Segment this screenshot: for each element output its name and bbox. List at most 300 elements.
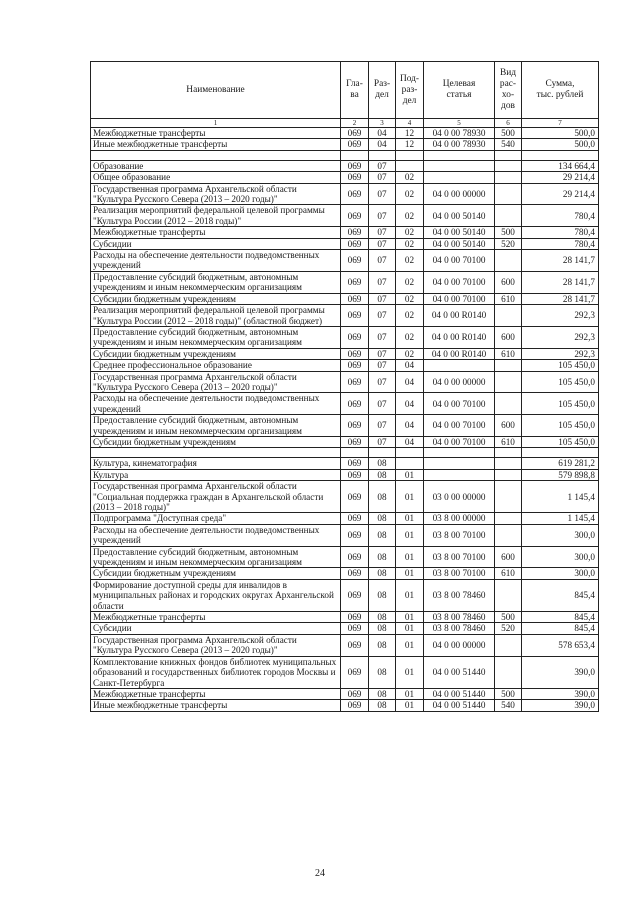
cell-sum: 845,4 (522, 623, 599, 634)
table-row (91, 546, 599, 568)
cell-subsection: 02 (396, 205, 424, 227)
table-row (91, 305, 599, 327)
header-chapter: Гла- ва (341, 62, 369, 119)
cell-section: 07 (369, 293, 396, 304)
budget-table (90, 61, 599, 712)
cell-subsection: 04 (396, 360, 424, 371)
cell-sum: 300,0 (522, 524, 599, 546)
table-row (91, 458, 599, 469)
empty-cell (369, 448, 396, 458)
cell-sum: 105 450,0 (522, 371, 599, 393)
cell-sum: 780,4 (522, 238, 599, 249)
cell-section: 08 (369, 513, 396, 524)
column-number: 1 (91, 119, 341, 128)
cell-target: 04 0 00 50140 (424, 205, 495, 227)
cell-section: 07 (369, 183, 396, 205)
cell-target (424, 160, 495, 171)
cell-chapter: 069 (341, 183, 369, 205)
cell-target (424, 172, 495, 183)
cell-section: 08 (369, 700, 396, 711)
cell-section: 07 (369, 360, 396, 371)
cell-chapter: 069 (341, 634, 369, 656)
cell-subsection: 02 (396, 271, 424, 293)
cell-name: Предоставление субсидий бюджетным, автономным учреждениям и иным некоммерческим организациям (91, 415, 341, 437)
column-number: 4 (396, 119, 424, 128)
cell-name: Культура (91, 469, 341, 480)
cell-target (424, 458, 495, 469)
cell-name: Общее образование (91, 172, 341, 183)
table-row (91, 360, 599, 371)
cell-expense-type: 610 (495, 348, 522, 359)
cell-sum: 390,0 (522, 656, 599, 688)
cell-subsection: 12 (396, 139, 424, 150)
header-expense-type: Вид рас- хо- дов (495, 62, 522, 119)
cell-subsection: 02 (396, 227, 424, 238)
cell-sum: 29 214,4 (522, 172, 599, 183)
cell-section: 07 (369, 348, 396, 359)
cell-chapter: 069 (341, 546, 369, 568)
cell-subsection: 01 (396, 568, 424, 579)
cell-section: 08 (369, 546, 396, 568)
cell-target: 04 0 00 70100 (424, 271, 495, 293)
cell-sum: 1 145,4 (522, 513, 599, 524)
cell-chapter: 069 (341, 250, 369, 272)
cell-subsection: 01 (396, 634, 424, 656)
cell-subsection (396, 160, 424, 171)
cell-target: 04 0 00 78930 (424, 128, 495, 139)
cell-expense-type (495, 205, 522, 227)
table-row (91, 293, 599, 304)
cell-expense-type: 500 (495, 128, 522, 139)
column-number: 6 (495, 119, 522, 128)
table-row (91, 205, 599, 227)
cell-name: Расходы на обеспечение деятельности подведомственных учреждений (91, 250, 341, 272)
cell-target: 04 0 00 51440 (424, 688, 495, 699)
cell-chapter: 069 (341, 513, 369, 524)
cell-expense-type: 540 (495, 139, 522, 150)
cell-target: 03 8 00 78460 (424, 579, 495, 611)
cell-sum: 579 898,8 (522, 469, 599, 480)
cell-name: Предоставление субсидий бюджетным, автономным учреждениям и иным некоммерческим организациям (91, 546, 341, 568)
cell-name: Предоставление субсидий бюджетным, автономным учреждениям и иным некоммерческим организациям (91, 326, 341, 348)
cell-target: 03 8 00 70100 (424, 568, 495, 579)
cell-chapter: 069 (341, 415, 369, 437)
cell-sum: 292,3 (522, 348, 599, 359)
cell-expense-type (495, 469, 522, 480)
cell-target: 04 0 00 R0140 (424, 326, 495, 348)
cell-sum: 780,4 (522, 227, 599, 238)
cell-sum: 28 141,7 (522, 250, 599, 272)
cell-chapter: 069 (341, 579, 369, 611)
cell-name: Предоставление субсидий бюджетным, автономным учреждениям и иным некоммерческим организациям (91, 271, 341, 293)
cell-target: 03 0 00 00000 (424, 481, 495, 513)
empty-cell (341, 150, 369, 160)
table-row (91, 271, 599, 293)
cell-section: 08 (369, 634, 396, 656)
table-row (91, 634, 599, 656)
cell-sum: 780,4 (522, 205, 599, 227)
cell-name: Образование (91, 160, 341, 171)
header-section: Раз- дел (369, 62, 396, 119)
cell-expense-type: 610 (495, 436, 522, 447)
cell-name: Подпрограмма "Доступная среда" (91, 513, 341, 524)
cell-target: 04 0 00 70100 (424, 393, 495, 415)
cell-expense-type: 610 (495, 568, 522, 579)
cell-subsection: 01 (396, 700, 424, 711)
cell-name: Комплектование книжных фондов библиотек муниципальных образований и государственных библиотек городов Москвы и Санкт-Петербурга (91, 656, 341, 688)
cell-chapter: 069 (341, 700, 369, 711)
cell-chapter: 069 (341, 227, 369, 238)
empty-cell (396, 150, 424, 160)
cell-expense-type (495, 481, 522, 513)
cell-sum: 845,4 (522, 579, 599, 611)
cell-section: 07 (369, 160, 396, 171)
cell-name: Расходы на обеспечение деятельности подведомственных учреждений (91, 393, 341, 415)
cell-sum: 29 214,4 (522, 183, 599, 205)
page-number: 24 (315, 868, 325, 879)
cell-section: 07 (369, 250, 396, 272)
cell-target: 04 0 00 R0140 (424, 305, 495, 327)
cell-expense-type (495, 250, 522, 272)
cell-subsection: 01 (396, 623, 424, 634)
cell-sum: 28 141,7 (522, 271, 599, 293)
empty-cell (495, 448, 522, 458)
cell-sum: 134 664,4 (522, 160, 599, 171)
cell-expense-type (495, 458, 522, 469)
cell-sum: 619 281,2 (522, 458, 599, 469)
cell-target: 03 8 00 70100 (424, 524, 495, 546)
cell-target: 04 0 00 51440 (424, 656, 495, 688)
cell-sum: 28 141,7 (522, 293, 599, 304)
cell-chapter: 069 (341, 326, 369, 348)
cell-chapter: 069 (341, 524, 369, 546)
cell-name: Формирование доступной среды для инвалидов в муниципальных районах и городских округах Архангельской области (91, 579, 341, 611)
cell-target: 04 0 00 51440 (424, 700, 495, 711)
cell-target: 04 0 00 50140 (424, 227, 495, 238)
cell-chapter: 069 (341, 172, 369, 183)
table-row (91, 238, 599, 249)
cell-expense-type (495, 183, 522, 205)
empty-cell (522, 448, 599, 458)
cell-section: 07 (369, 305, 396, 327)
cell-section: 08 (369, 568, 396, 579)
cell-name: Государственная программа Архангельской области "Социальная поддержка граждан в Архангельской области (2013 – 2018 годы)" (91, 481, 341, 513)
cell-expense-type (495, 656, 522, 688)
cell-expense-type: 500 (495, 612, 522, 623)
cell-section: 07 (369, 436, 396, 447)
cell-expense-type (495, 360, 522, 371)
table-row (91, 139, 599, 150)
cell-target: 04 0 00 70100 (424, 293, 495, 304)
cell-section: 08 (369, 656, 396, 688)
cell-chapter: 069 (341, 238, 369, 249)
cell-section: 08 (369, 469, 396, 480)
cell-target: 04 0 00 70100 (424, 250, 495, 272)
cell-subsection: 01 (396, 579, 424, 611)
table-row (91, 160, 599, 171)
cell-sum: 300,0 (522, 568, 599, 579)
cell-expense-type (495, 634, 522, 656)
table-row (91, 656, 599, 688)
spacer-row (91, 448, 599, 458)
cell-section: 07 (369, 371, 396, 393)
cell-expense-type (495, 172, 522, 183)
cell-target: 04 0 00 78930 (424, 139, 495, 150)
cell-subsection: 01 (396, 481, 424, 513)
cell-name: Субсидии бюджетным учреждениям (91, 568, 341, 579)
cell-expense-type: 540 (495, 700, 522, 711)
cell-expense-type (495, 513, 522, 524)
cell-sum: 578 653,4 (522, 634, 599, 656)
table-row (91, 128, 599, 139)
table-row (91, 172, 599, 183)
cell-target: 03 8 00 78460 (424, 623, 495, 634)
cell-subsection: 04 (396, 371, 424, 393)
cell-sum: 845,4 (522, 612, 599, 623)
header-subsection: Под- раз- дел (396, 62, 424, 119)
cell-subsection: 04 (396, 393, 424, 415)
table-row (91, 469, 599, 480)
cell-subsection: 01 (396, 469, 424, 480)
cell-chapter: 069 (341, 612, 369, 623)
cell-target: 03 8 00 78460 (424, 612, 495, 623)
cell-target: 03 8 00 00000 (424, 513, 495, 524)
cell-name: Иные межбюджетные трансферты (91, 139, 341, 150)
cell-section: 07 (369, 227, 396, 238)
cell-expense-type: 520 (495, 238, 522, 249)
cell-subsection: 01 (396, 546, 424, 568)
cell-chapter: 069 (341, 128, 369, 139)
table-row (91, 326, 599, 348)
cell-sum: 105 450,0 (522, 436, 599, 447)
table-row (91, 436, 599, 447)
cell-section: 07 (369, 271, 396, 293)
cell-name: Межбюджетные трансферты (91, 612, 341, 623)
cell-expense-type (495, 524, 522, 546)
empty-cell (396, 448, 424, 458)
cell-expense-type (495, 371, 522, 393)
cell-chapter: 069 (341, 458, 369, 469)
header-sum: Сумма, тыс. рублей (522, 62, 599, 119)
cell-name: Государственная программа Архангельской области "Культура Русского Севера (2013 – 2020 годы)" (91, 371, 341, 393)
cell-expense-type: 610 (495, 293, 522, 304)
cell-subsection: 02 (396, 305, 424, 327)
cell-chapter: 069 (341, 656, 369, 688)
cell-chapter: 069 (341, 481, 369, 513)
cell-subsection: 01 (396, 524, 424, 546)
empty-cell (341, 448, 369, 458)
cell-name: Государственная программа Архангельской области "Культура Русского Севера (2013 – 2020 годы)" (91, 183, 341, 205)
table-row (91, 227, 599, 238)
table-row (91, 612, 599, 623)
cell-expense-type: 600 (495, 415, 522, 437)
cell-subsection: 01 (396, 656, 424, 688)
cell-section: 04 (369, 139, 396, 150)
empty-cell (424, 150, 495, 160)
table-row (91, 688, 599, 699)
cell-name: Реализация мероприятий федеральной целевой программы "Культура России (2012 – 2018 годы)" (91, 205, 341, 227)
cell-expense-type: 500 (495, 688, 522, 699)
header-target: Целевая статья (424, 62, 495, 119)
cell-expense-type: 520 (495, 623, 522, 634)
cell-subsection: 04 (396, 415, 424, 437)
cell-name: Межбюджетные трансферты (91, 688, 341, 699)
cell-chapter: 069 (341, 469, 369, 480)
cell-subsection (396, 458, 424, 469)
cell-subsection: 12 (396, 128, 424, 139)
cell-subsection: 02 (396, 172, 424, 183)
cell-chapter: 069 (341, 371, 369, 393)
cell-chapter: 069 (341, 688, 369, 699)
column-number: 5 (424, 119, 495, 128)
cell-expense-type: 600 (495, 326, 522, 348)
cell-sum: 390,0 (522, 688, 599, 699)
cell-name: Культура, кинематография (91, 458, 341, 469)
empty-cell (424, 448, 495, 458)
cell-chapter: 069 (341, 568, 369, 579)
cell-section: 08 (369, 612, 396, 623)
table-row (91, 371, 599, 393)
cell-name: Субсидии бюджетным учреждениям (91, 436, 341, 447)
empty-cell (522, 150, 599, 160)
cell-section: 04 (369, 128, 396, 139)
table-row (91, 393, 599, 415)
cell-target (424, 360, 495, 371)
cell-chapter: 069 (341, 623, 369, 634)
table-row (91, 183, 599, 205)
cell-section: 07 (369, 415, 396, 437)
cell-section: 08 (369, 458, 396, 469)
cell-subsection: 04 (396, 436, 424, 447)
cell-expense-type: 600 (495, 271, 522, 293)
cell-section: 07 (369, 238, 396, 249)
cell-chapter: 069 (341, 271, 369, 293)
cell-name: Среднее профессиональное образование (91, 360, 341, 371)
cell-target: 04 0 00 70100 (424, 436, 495, 447)
cell-section: 08 (369, 524, 396, 546)
cell-subsection: 01 (396, 513, 424, 524)
empty-cell (91, 150, 341, 160)
cell-target: 04 0 00 70100 (424, 415, 495, 437)
table-row (91, 513, 599, 524)
empty-cell (495, 150, 522, 160)
cell-expense-type: 500 (495, 227, 522, 238)
cell-expense-type: 600 (495, 546, 522, 568)
table-row (91, 579, 599, 611)
cell-sum: 105 450,0 (522, 360, 599, 371)
cell-subsection: 02 (396, 326, 424, 348)
cell-chapter: 069 (341, 139, 369, 150)
cell-section: 07 (369, 172, 396, 183)
table-row (91, 568, 599, 579)
cell-section: 07 (369, 326, 396, 348)
cell-section: 08 (369, 579, 396, 611)
cell-sum: 390,0 (522, 700, 599, 711)
cell-expense-type (495, 579, 522, 611)
cell-chapter: 069 (341, 205, 369, 227)
cell-chapter: 069 (341, 360, 369, 371)
cell-subsection: 01 (396, 688, 424, 699)
budget-table-sheet (90, 61, 598, 712)
table-row (91, 623, 599, 634)
cell-section: 07 (369, 205, 396, 227)
cell-subsection: 02 (396, 250, 424, 272)
cell-expense-type (495, 160, 522, 171)
cell-chapter: 069 (341, 305, 369, 327)
cell-section: 07 (369, 393, 396, 415)
cell-name: Расходы на обеспечение деятельности подведомственных учреждений (91, 524, 341, 546)
cell-sum: 1 145,4 (522, 481, 599, 513)
column-number: 7 (522, 119, 599, 128)
cell-section: 08 (369, 481, 396, 513)
spacer-row (91, 150, 599, 160)
column-number: 2 (341, 119, 369, 128)
cell-sum: 105 450,0 (522, 415, 599, 437)
cell-sum: 105 450,0 (522, 393, 599, 415)
table-row (91, 348, 599, 359)
cell-target: 04 0 00 00000 (424, 634, 495, 656)
cell-chapter: 069 (341, 393, 369, 415)
cell-chapter: 069 (341, 436, 369, 447)
cell-expense-type (495, 393, 522, 415)
cell-chapter: 069 (341, 348, 369, 359)
table-row (91, 700, 599, 711)
cell-name: Субсидии (91, 238, 341, 249)
table-header-row (91, 62, 599, 119)
cell-name: Субсидии (91, 623, 341, 634)
table-row (91, 524, 599, 546)
column-number: 3 (369, 119, 396, 128)
cell-target: 03 8 00 70100 (424, 546, 495, 568)
cell-target: 04 0 00 R0140 (424, 348, 495, 359)
cell-subsection: 02 (396, 348, 424, 359)
column-number-row (91, 119, 599, 128)
cell-sum: 500,0 (522, 139, 599, 150)
empty-cell (369, 150, 396, 160)
cell-target: 04 0 00 00000 (424, 183, 495, 205)
table-row (91, 250, 599, 272)
cell-section: 08 (369, 688, 396, 699)
cell-name: Субсидии бюджетным учреждениям (91, 293, 341, 304)
cell-chapter: 069 (341, 293, 369, 304)
table-row (91, 481, 599, 513)
cell-subsection: 01 (396, 612, 424, 623)
cell-target: 04 0 00 00000 (424, 371, 495, 393)
cell-name: Субсидии бюджетным учреждениям (91, 348, 341, 359)
cell-chapter: 069 (341, 160, 369, 171)
cell-name: Межбюджетные трансферты (91, 227, 341, 238)
cell-sum: 500,0 (522, 128, 599, 139)
empty-cell (91, 448, 341, 458)
cell-sum: 292,3 (522, 326, 599, 348)
cell-sum: 300,0 (522, 546, 599, 568)
table-row (91, 415, 599, 437)
cell-name: Реализация мероприятий федеральной целевой программы "Культура России (2012 – 2018 годы)" (областной бюджет) (91, 305, 341, 327)
cell-section: 08 (369, 623, 396, 634)
cell-subsection: 02 (396, 293, 424, 304)
table-body (91, 128, 599, 712)
cell-expense-type (495, 305, 522, 327)
cell-subsection: 02 (396, 238, 424, 249)
cell-name: Иные межбюджетные трансферты (91, 700, 341, 711)
cell-subsection: 02 (396, 183, 424, 205)
cell-target (424, 469, 495, 480)
header-name: Наименование (91, 62, 341, 119)
cell-name: Государственная программа Архангельской области "Культура Русского Севера (2013 – 2020 годы)" (91, 634, 341, 656)
cell-sum: 292,3 (522, 305, 599, 327)
cell-target: 04 0 00 50140 (424, 238, 495, 249)
cell-name: Межбюджетные трансферты (91, 128, 341, 139)
